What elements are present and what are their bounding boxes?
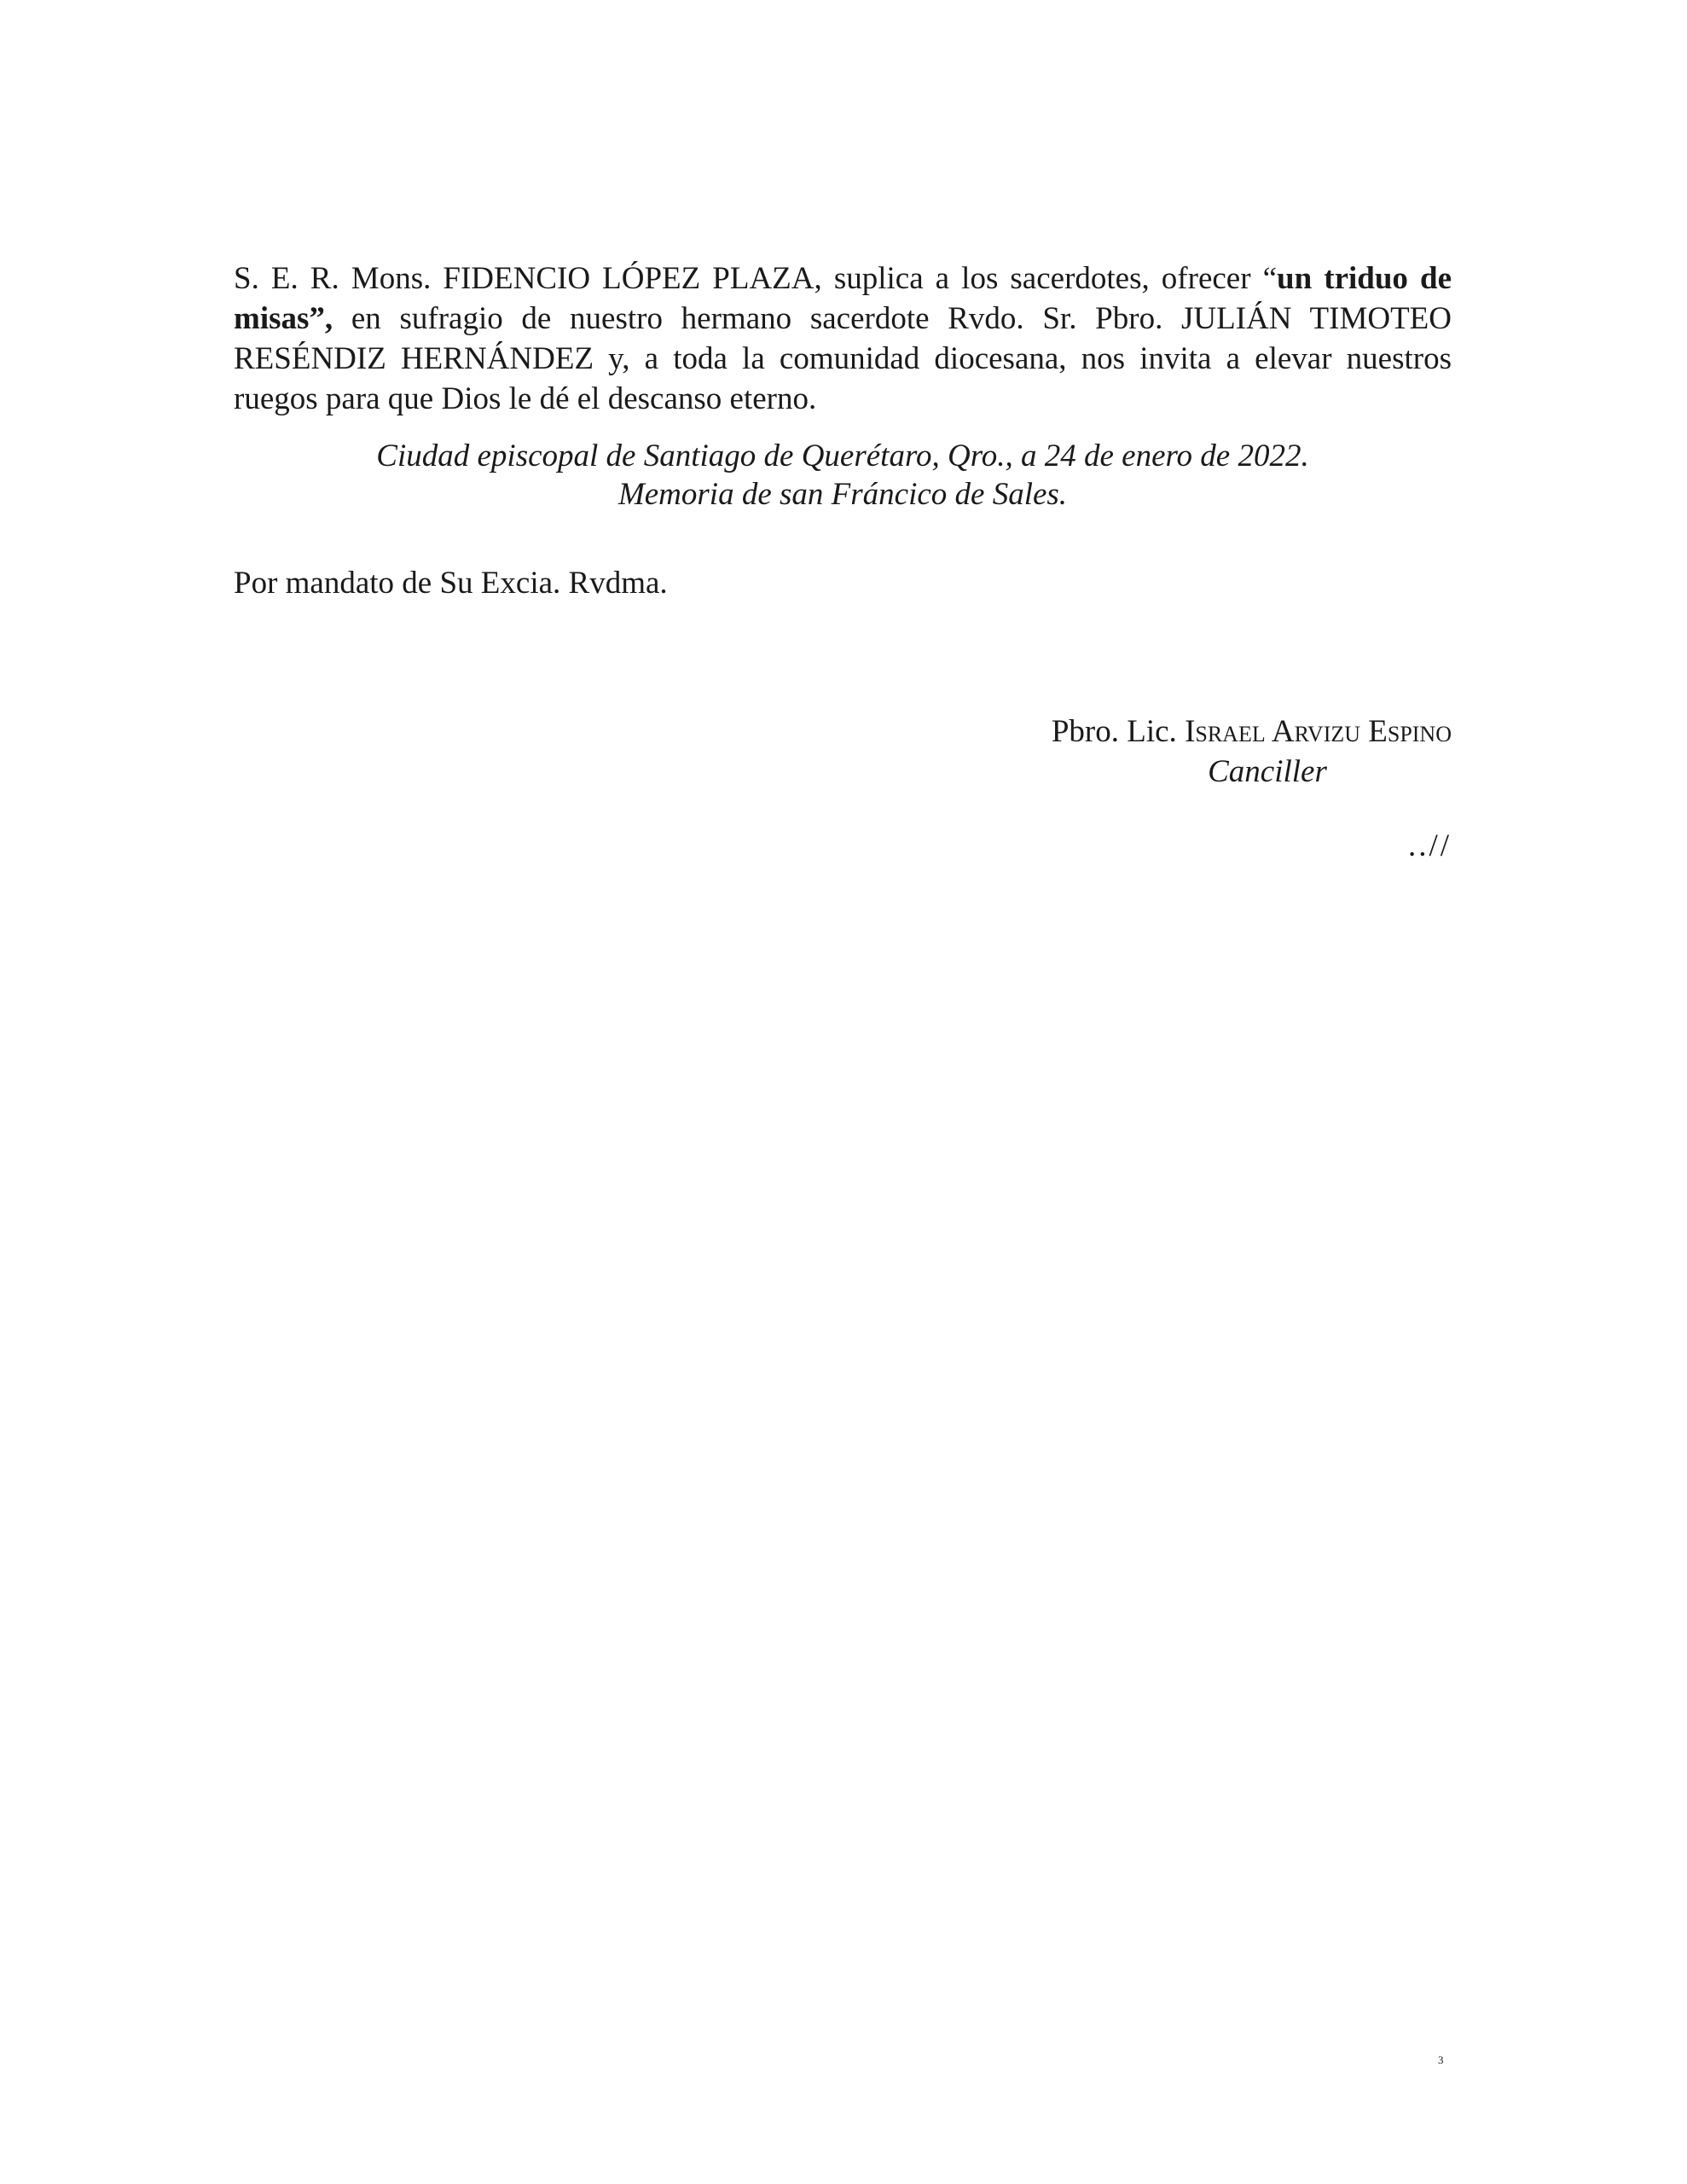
- paragraph-emphasis: un triduo de misas”,: [234, 261, 1452, 336]
- continuation-mark: ..//: [1407, 828, 1452, 863]
- memorial-line: Memoria de san Fráncico de Sales.: [617, 477, 1068, 512]
- mandate-line: Por mandato de Su Excia. Rvdma.: [234, 566, 668, 601]
- signatory-role: Canciller: [1208, 754, 1327, 789]
- paragraph-text-start: S. E. R. Mons. FIDENCIO LÓPEZ PLAZA, suplica a los sacerdotes, ofrecer “: [234, 261, 1278, 296]
- signature-block: [981, 712, 1452, 792]
- place-date: Ciudad episcopal de Santiago de Querétaro, Qro., a 24 de enero de 2022.: [376, 439, 1309, 473]
- page-number: 3: [1438, 2053, 1444, 2066]
- signatory-title: Pbro. Lic.: [1051, 714, 1177, 749]
- announcement-paragraph: [234, 258, 1452, 419]
- signatory-line: [981, 712, 1452, 752]
- signatory-name: Israel Arvizu Espino: [1185, 714, 1452, 749]
- paragraph-text-end: en sufragio de nuestro hermano sacerdote Rvdo. Sr. Pbro. JULIÁN TIMOTEO RESÉNDIZ HERNÁNDEZ y, a toda la comunidad diocesana, nos invita a elevar nuestros ruegos para que Dios le dé el descanso eterno.: [234, 301, 1452, 416]
- dateline: [234, 437, 1452, 514]
